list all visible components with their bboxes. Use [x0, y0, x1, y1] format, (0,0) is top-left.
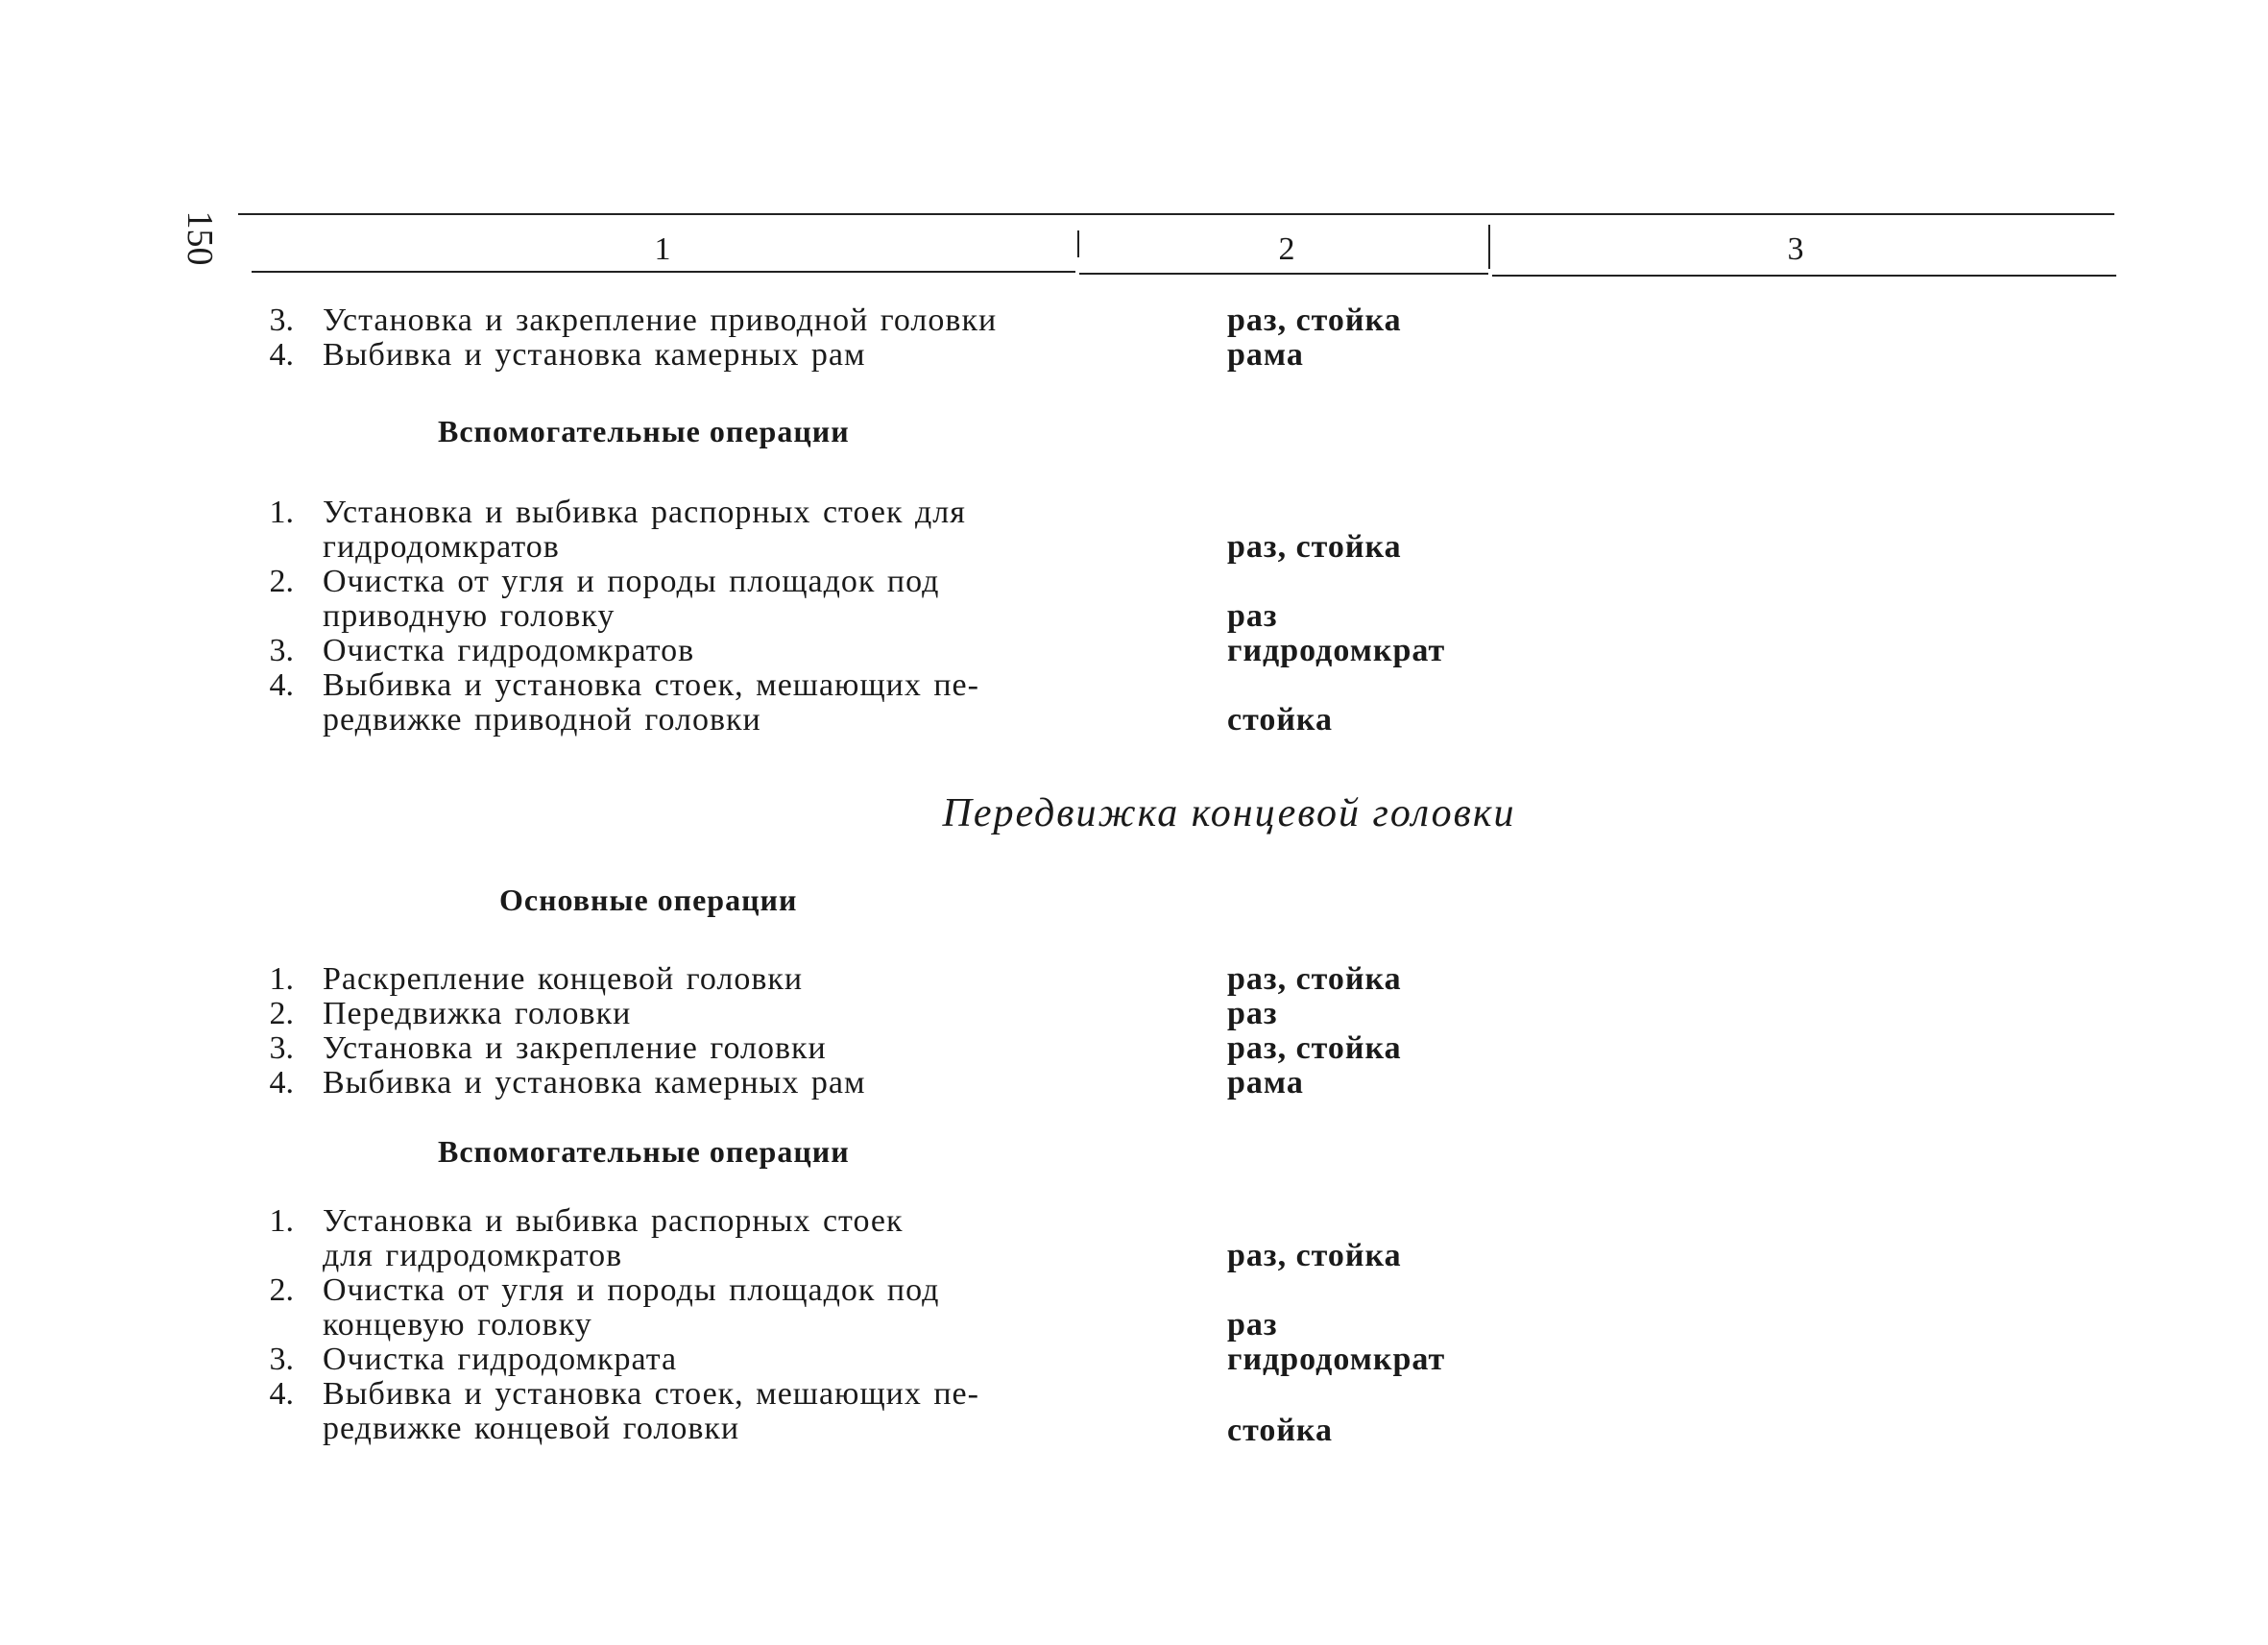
subheading-main-operations: Основные операции: [499, 883, 798, 917]
header-divider-1: [1077, 230, 1079, 257]
item-text-line2: для гидродомкратов: [323, 1238, 623, 1273]
item-unit: стойка: [1227, 1413, 1334, 1448]
item-number: 2.: [269, 996, 294, 1031]
column-header-1: 1: [654, 231, 671, 267]
page-number: 150: [180, 210, 220, 266]
item-text-line1: Установка и выбивка распорных стоек: [323, 1203, 904, 1239]
item-number: 3.: [269, 633, 294, 668]
item-unit: раз, стойка: [1227, 302, 1402, 338]
header-bottom-rule-col2: [1079, 273, 1488, 275]
item-number: 1.: [269, 495, 294, 530]
item-unit: раз: [1227, 598, 1278, 634]
item-number: 3.: [269, 1030, 294, 1066]
column-header-3: 3: [1787, 231, 1804, 267]
item-number: 3.: [269, 1342, 294, 1377]
subheading-auxiliary-operations: Вспомогательные операции: [438, 1134, 850, 1169]
item-text-line1: Очистка от угля и породы площадок под: [323, 564, 940, 599]
item-number: 2.: [269, 1272, 294, 1308]
item-text: Установка и закрепление приводной головки: [323, 302, 998, 338]
item-number: 4.: [269, 1376, 294, 1412]
item-text-line1: Очистка гидродомкрата: [323, 1342, 678, 1377]
item-text-line1: Выбивка и установка стоек, мешающих пе-: [323, 1376, 979, 1412]
item-text: Выбивка и установка камерных рам: [323, 337, 866, 373]
item-text-line1: Очистка гидродомкратов: [323, 633, 695, 668]
item-text-line2: приводную головку: [323, 598, 615, 634]
item-unit: раз, стойка: [1227, 1030, 1402, 1066]
subheading-auxiliary-operations: Вспомогательные операции: [438, 414, 850, 448]
item-number: 4.: [269, 1065, 294, 1101]
item-number: 4.: [269, 337, 294, 373]
section-title: Передвижка концевой головки: [942, 791, 1516, 835]
item-number: 3.: [269, 302, 294, 338]
item-unit: раз: [1227, 1307, 1278, 1343]
item-unit: рама: [1227, 1065, 1304, 1101]
item-unit: раз, стойка: [1227, 529, 1402, 565]
item-text: Раскрепление концевой головки: [323, 961, 804, 997]
item-text-line2: гидродомкратов: [323, 529, 560, 565]
item-text-line1: Выбивка и установка стоек, мешающих пе-: [323, 667, 979, 703]
item-text-line1: Установка и выбивка распорных стоек для: [323, 495, 966, 530]
header-bottom-rule-col1: [252, 271, 1075, 273]
item-unit: раз, стойка: [1227, 961, 1402, 997]
item-unit: стойка: [1227, 702, 1334, 738]
item-number: 1.: [269, 961, 294, 997]
table-top-rule: [238, 213, 2114, 215]
item-number: 4.: [269, 667, 294, 703]
item-text: Передвижка головки: [323, 996, 632, 1031]
item-text-line2: концевую головку: [323, 1307, 592, 1343]
header-divider-2: [1488, 225, 1490, 269]
item-unit: раз: [1227, 996, 1278, 1031]
item-text-line1: Очистка от угля и породы площадок под: [323, 1272, 940, 1308]
column-header-2: 2: [1278, 231, 1295, 267]
item-unit: раз, стойка: [1227, 1238, 1402, 1273]
header-bottom-rule-col3: [1492, 275, 2116, 277]
item-unit: гидродомкрат: [1227, 633, 1446, 668]
item-number: 2.: [269, 564, 294, 599]
item-unit: гидродомкрат: [1227, 1342, 1446, 1377]
item-text: Выбивка и установка камерных рам: [323, 1065, 866, 1101]
item-text-line2: редвижке приводной головки: [323, 702, 761, 738]
item-unit: рама: [1227, 337, 1304, 373]
item-number: 1.: [269, 1203, 294, 1239]
item-text-line2: редвижке концевой головки: [323, 1411, 740, 1446]
item-text: Установка и закрепление головки: [323, 1030, 827, 1066]
